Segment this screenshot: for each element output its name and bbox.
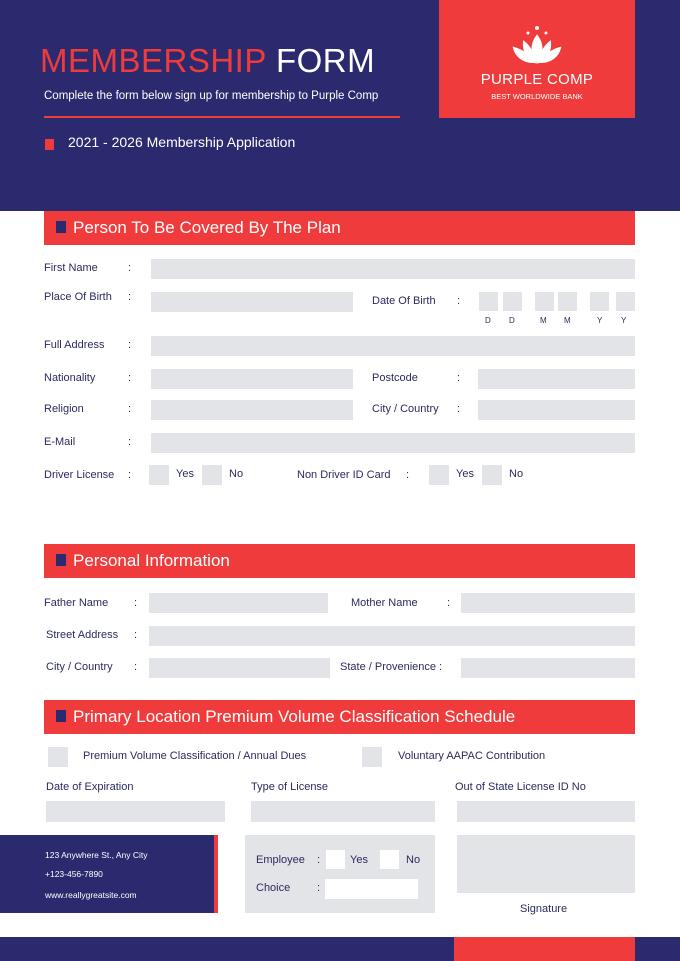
voluntary-aapac-checkbox[interactable]	[362, 747, 382, 767]
religion-label: Religion	[44, 403, 84, 415]
contact-phone: +123-456-7890	[45, 869, 103, 879]
colon: :	[457, 403, 461, 415]
lotus-icon	[511, 24, 563, 68]
date-of-birth-label: Date Of Birth	[372, 295, 436, 307]
signature-field[interactable]	[457, 835, 635, 893]
email-label: E-Mail	[44, 436, 76, 448]
section-title: Personal Information	[73, 551, 230, 570]
dob-day-2-field[interactable]	[503, 292, 522, 311]
type-license-field[interactable]	[251, 801, 435, 822]
dob-month-2-field[interactable]	[558, 292, 577, 311]
colon: :	[317, 882, 321, 894]
colon: :	[128, 436, 132, 448]
premium-volume-checkbox[interactable]	[48, 747, 68, 767]
yes-label: Yes	[350, 854, 368, 866]
contact-address: 123 Anywhere St., Any City	[45, 850, 148, 860]
section-marker	[56, 554, 66, 566]
religion-field[interactable]	[151, 400, 353, 420]
city-country-field[interactable]	[478, 400, 635, 420]
nationality-label: Nationality	[44, 372, 96, 384]
city-country-field[interactable]	[149, 658, 330, 678]
father-name-field[interactable]	[149, 593, 328, 613]
dob-letter: M	[540, 316, 547, 325]
mother-name-field[interactable]	[461, 593, 635, 613]
header-divider	[44, 116, 400, 118]
colon: :	[128, 262, 132, 274]
colon: :	[128, 291, 132, 303]
form-title	[40, 42, 375, 80]
employee-choice-box	[245, 835, 435, 913]
type-license-label: Type of License	[251, 781, 329, 793]
nationality-field[interactable]	[151, 369, 353, 389]
application-marker	[45, 139, 54, 150]
colon: :	[457, 372, 461, 384]
section-classification-header	[44, 700, 635, 734]
full-address-label: Full Address	[44, 339, 105, 351]
voluntary-aapac-label: Voluntary AAPAC Contribution	[398, 750, 546, 762]
dob-letter: D	[485, 316, 491, 325]
yes-label: Yes	[456, 468, 474, 480]
form-title-accent: MEMBERSHIP	[40, 42, 267, 79]
employee-label: Employee	[256, 854, 305, 866]
colon: :	[128, 469, 132, 481]
dob-day-1-field[interactable]	[479, 292, 498, 311]
dob-letter: Y	[621, 316, 627, 325]
date-expiration-label: Date of Expiration	[46, 781, 134, 793]
first-name-label: First Name	[44, 262, 98, 274]
dob-year-2-field[interactable]	[616, 292, 635, 311]
non-driver-id-label: Non Driver ID Card	[297, 469, 391, 481]
dob-month-1-field[interactable]	[535, 292, 554, 311]
dob-year-1-field[interactable]	[590, 292, 609, 311]
choice-label: Choice	[256, 882, 291, 894]
colon: :	[128, 403, 132, 415]
email-field[interactable]	[151, 433, 635, 453]
choice-field[interactable]	[325, 879, 418, 899]
dob-letter: Y	[597, 316, 603, 325]
colon: :	[317, 854, 321, 866]
father-name-label: Father Name	[44, 597, 109, 609]
section-marker	[56, 710, 66, 722]
form-subtitle: Complete the form below sign up for membership to Purple Comp	[44, 90, 379, 102]
footer-accent	[454, 937, 635, 961]
contact-website: www.reallygreatsite.com	[45, 890, 137, 900]
signature-label: Signature	[520, 903, 568, 915]
yes-label: Yes	[176, 468, 194, 480]
colon: :	[406, 469, 410, 481]
street-address-label: Street Address	[46, 629, 119, 641]
driver-license-yes-checkbox[interactable]	[149, 465, 169, 485]
premium-volume-label: Premium Volume Classification / Annual Dues	[83, 750, 307, 762]
form-title-rest: FORM	[275, 42, 376, 79]
brand-name: PURPLE COMP	[480, 71, 594, 88]
section-title: Primary Location Premium Volume Classification Schedule	[73, 707, 516, 726]
colon: :	[128, 372, 132, 384]
out-of-state-field[interactable]	[457, 801, 635, 822]
brand-box	[439, 0, 635, 118]
section-marker	[56, 221, 66, 233]
section-title: Person To Be Covered By The Plan	[73, 218, 341, 237]
dob-letter: D	[509, 316, 515, 325]
colon: :	[134, 661, 138, 673]
colon: :	[134, 629, 138, 641]
employee-yes-checkbox[interactable]	[326, 850, 345, 869]
state-province-label: State / Provenience :	[340, 661, 443, 673]
non-driver-id-no-checkbox[interactable]	[482, 465, 502, 485]
mother-name-label: Mother Name	[351, 597, 418, 609]
out-of-state-label: Out of State License ID No	[455, 781, 586, 793]
no-label: No	[509, 468, 524, 480]
first-name-field[interactable]	[151, 259, 635, 279]
place-of-birth-label: Place Of Birth	[44, 291, 112, 303]
postcode-label: Postcode	[372, 372, 418, 384]
contact-box	[0, 835, 218, 913]
employee-no-checkbox[interactable]	[380, 850, 399, 869]
state-province-field[interactable]	[461, 658, 635, 678]
place-of-birth-field[interactable]	[151, 292, 353, 312]
colon: :	[128, 339, 132, 351]
date-expiration-field[interactable]	[46, 801, 225, 822]
brand-tagline: BEST WORLDWIDE BANK	[491, 92, 583, 101]
city-country-label: City / Country	[372, 403, 439, 415]
section-person-covered-header	[44, 211, 635, 245]
no-label: No	[406, 854, 421, 866]
full-address-field[interactable]	[151, 336, 635, 356]
driver-license-label: Driver License	[44, 469, 115, 481]
no-label: No	[229, 468, 244, 480]
postcode-field[interactable]	[478, 369, 635, 389]
section-personal-info-header	[44, 544, 635, 578]
colon: :	[457, 295, 461, 307]
non-driver-id-yes-checkbox[interactable]	[429, 465, 449, 485]
colon: :	[134, 597, 138, 609]
city-country-label: City / Country	[46, 661, 113, 673]
application-title: 2021 - 2026 Membership Application	[68, 134, 296, 150]
dob-letter: M	[564, 316, 571, 325]
colon: :	[447, 597, 451, 609]
driver-license-no-checkbox[interactable]	[202, 465, 222, 485]
street-address-field[interactable]	[149, 626, 635, 646]
